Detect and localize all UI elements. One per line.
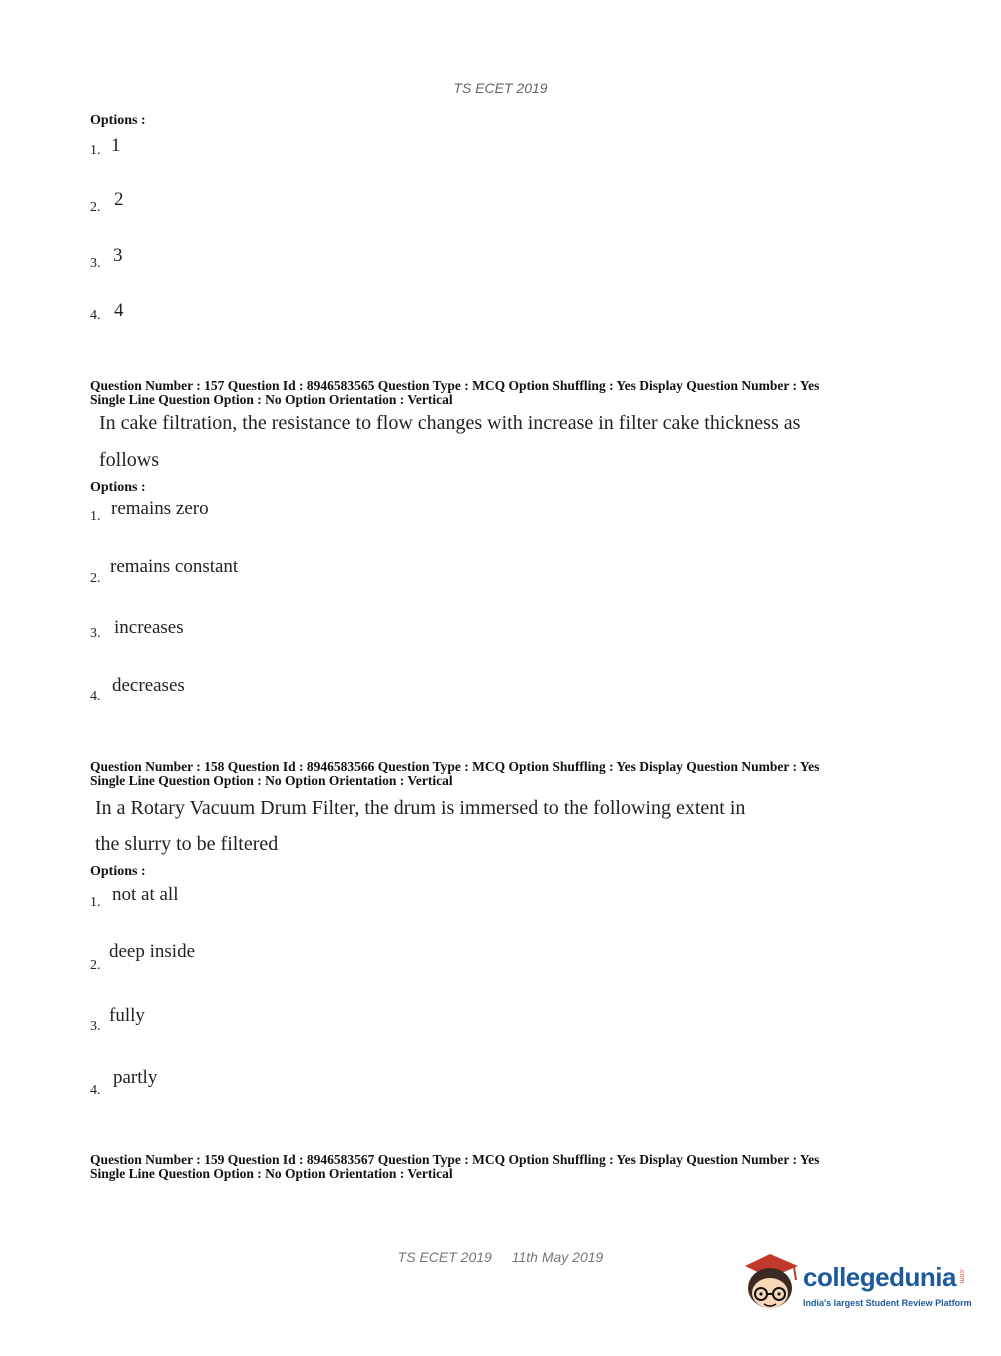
option-number: 1. [90, 895, 101, 910]
option-number: 3. [90, 626, 101, 641]
brand-tagline: India's largest Student Review Platform [803, 1298, 972, 1308]
question-text: follows [99, 449, 159, 471]
option-text: fully [109, 1005, 145, 1026]
option-number: 1. [90, 143, 101, 158]
question-meta: Question Number : 157 Question Id : 8946583565 Question Type : MCQ Option Shuffling : Yes Display Question Number : Yes [90, 378, 820, 393]
option-number: 4. [90, 689, 101, 704]
options-label: Options : [90, 864, 146, 879]
footer-exam: TS ECET 2019 [397, 1249, 492, 1265]
option-number: 3. [90, 256, 101, 271]
option-text: 3 [113, 245, 123, 266]
option-text: partly [113, 1067, 158, 1088]
option-text: remains zero [111, 498, 209, 519]
brand-name: collegedunia [803, 1262, 956, 1292]
question-meta: Question Number : 158 Question Id : 8946583566 Question Type : MCQ Option Shuffling : Yes Display Question Number : Yes [90, 759, 820, 774]
question-text: In cake filtration, the resistance to flow changes with increase in filter cake thickness as [99, 412, 801, 434]
option-text: not at all [112, 884, 179, 905]
option-text: remains constant [110, 556, 239, 577]
option-text: 4 [114, 300, 124, 321]
question-meta: Single Line Question Option : No Option Orientation : Vertical [90, 392, 453, 407]
option-number: 4. [90, 1083, 101, 1098]
question-meta: Single Line Question Option : No Option Orientation : Vertical [90, 773, 453, 788]
page-header: TS ECET 2019 [453, 80, 548, 96]
brand-domain: .com [958, 1268, 965, 1284]
option-text: deep inside [109, 941, 196, 962]
option-number: 4. [90, 308, 101, 323]
option-number: 2. [90, 571, 101, 586]
option-number: 2. [90, 958, 101, 973]
option-text: decreases [112, 675, 185, 696]
option-text: 2 [114, 189, 124, 210]
option-text: increases [114, 617, 184, 638]
question-text: In a Rotary Vacuum Drum Filter, the drum is immersed to the following extent in [95, 797, 746, 819]
option-number: 1. [90, 509, 101, 524]
option-number: 3. [90, 1019, 101, 1034]
question-text: the slurry to be filtered [95, 833, 279, 855]
options-label: Options : [90, 480, 146, 495]
question-meta: Single Line Question Option : No Option Orientation : Vertical [90, 1166, 453, 1181]
option-number: 2. [90, 200, 101, 215]
option-text: 1 [111, 135, 121, 156]
options-label: Options : [90, 113, 146, 128]
question-meta: Question Number : 159 Question Id : 8946583567 Question Type : MCQ Option Shuffling : Yes Display Question Number : Yes [90, 1152, 820, 1167]
footer-date: 11th May 2019 [511, 1249, 604, 1265]
